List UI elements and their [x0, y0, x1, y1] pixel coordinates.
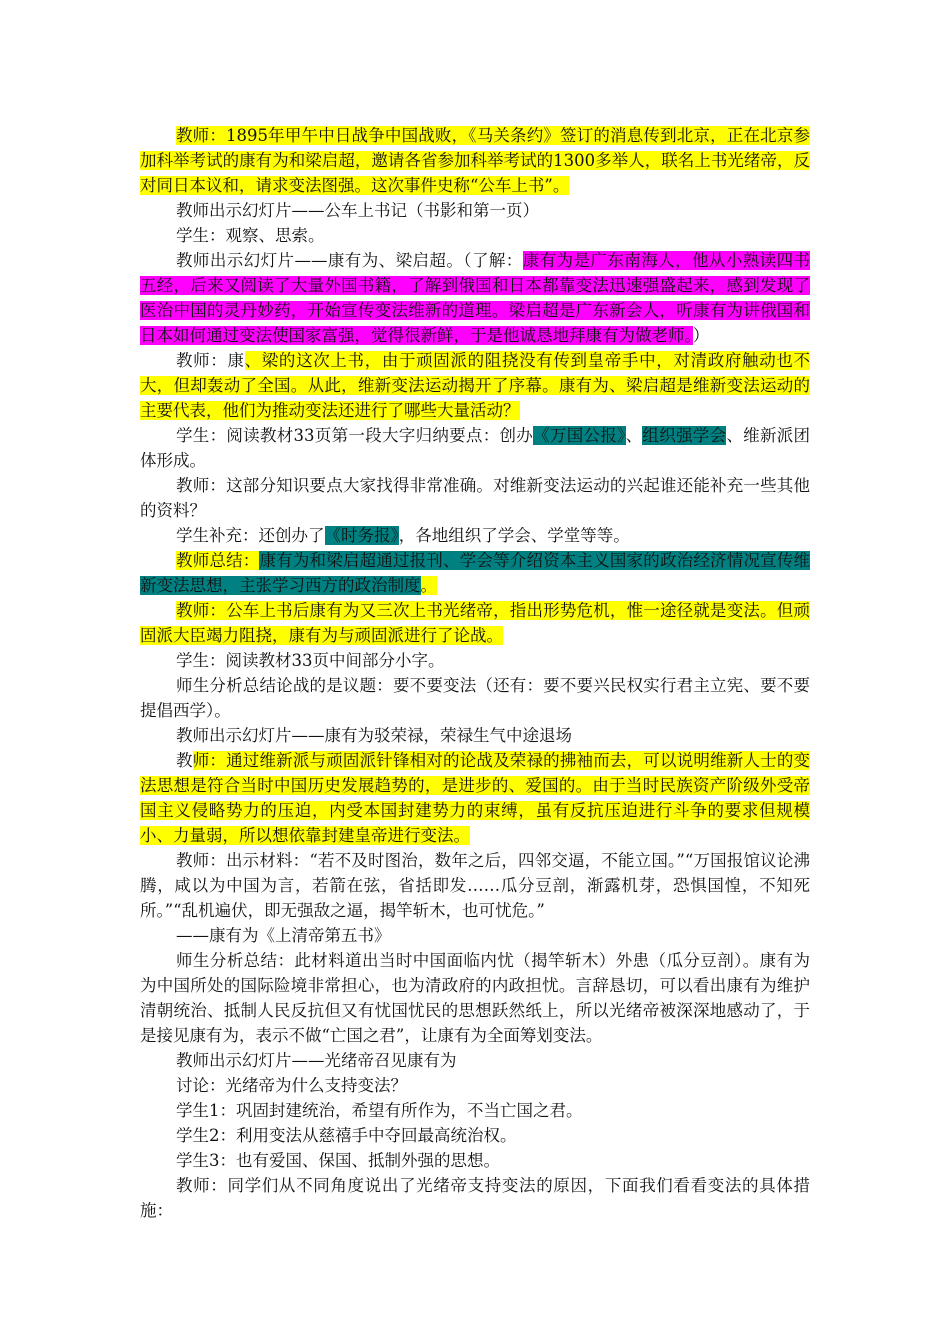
- paragraph: [140, 223, 810, 248]
- text-segment: ——康有为《上清帝第五书》: [176, 926, 391, 945]
- paragraph: [140, 198, 810, 223]
- paragraph: [140, 1048, 810, 1073]
- text-segment: 讨论：光绪帝为什么支持变法？: [176, 1076, 407, 1095]
- highlighted-text: 组织强学会: [642, 426, 727, 445]
- text-segment: 师生分析总结：此材料道出当时中国面临内忧（揭竿斩木）外患（瓜分豆剖）。康有为为中国所处的国际险境非常担心，也为清政府的内政担忧。言辞恳切，可以看出康有为维护清朝统治、抵制人民反抗但又有忧国忧民的思想跃然纸上，所以光绪帝被深深地感动了，于是接见康有为，表示不做“亡国之君”，让康有为全面筹划变法。: [140, 951, 810, 1045]
- paragraph: [140, 1098, 810, 1123]
- paragraph: [140, 473, 810, 523]
- paragraph: [140, 948, 810, 1048]
- highlighted-text: 《万国公报》: [533, 426, 626, 445]
- paragraph: [140, 598, 810, 648]
- text-segment: 学生：阅读教材33页第一段大字归纳要点：创办: [176, 426, 534, 445]
- text-segment: 、: [625, 426, 643, 445]
- highlighted-text: 《时务报》: [324, 526, 399, 545]
- text-segment: 教师：同学们从不同角度说出了光绪帝支持变法的原因，下面我们看看变法的具体措施：: [140, 1176, 810, 1220]
- text-segment: ）: [692, 326, 710, 345]
- paragraph: [140, 1073, 810, 1098]
- paragraph: [140, 723, 810, 748]
- text-segment: 学生3：也有爱国、保国、抵制外强的思想。: [176, 1151, 500, 1170]
- text-segment: 学生补充：还创办了: [176, 526, 325, 545]
- text-segment: 师生分析总结论战的是议题：要不要变法（还有：要不要兴民权实行君主立宪、要不要提倡西学）。: [140, 676, 810, 720]
- paragraph: [140, 1173, 810, 1223]
- text-segment: 教师出示幻灯片——康有为驳荣禄，荣禄生气中途退场: [176, 726, 572, 745]
- text-segment: 、维新派团体形成。: [140, 426, 811, 470]
- paragraph: [140, 1123, 810, 1148]
- paragraph: [140, 523, 810, 548]
- highlighted-text: 教师：公车上书后康有为又三次上书光绪帝，指出形势危机，惟一途径就是变法。但顽固派大臣竭力阻挠，康有为与顽固派进行了论战。: [140, 601, 810, 645]
- paragraph: [140, 648, 810, 673]
- highlighted-text: 师：通过维新派与顽固派针锋相对的论战及荣禄的拂袖而去，可以说明维新人士的变法思想是符合当时中国历史发展趋势的，是进步的、爱国的。由于当时民族资产阶级外受帝国主义侵略势力的压迫，内受本国封建势力的束缚，虽有反抗压迫进行斗争的要求但规模小、力量弱，所以想依靠封建皇帝进行变法。: [140, 751, 811, 845]
- highlighted-text: 教师：1895年甲午中日战争中国战败，《马关条约》签订的消息传到北京，正在北京参加科举考试的康有为和梁启超，邀请各省参加科举考试的1300多举人，联名上书光绪帝，反对同日本议和，请求变法图强。这次事件史称“公车上书”。: [140, 126, 810, 195]
- paragraph: [140, 1148, 810, 1173]
- text-segment: ，各地组织了学会、学堂等等。: [398, 526, 630, 545]
- text-segment: 教师：出示材料：“若不及时图治，数年之后，四邻交逼，不能立国。”“万国报馆议论沸腾，咸以为中国为言，若箭在弦，省括即发……瓜分豆剖，渐露机芽，恐惧国惶，不知死所。”“乱机遍伏，即无强敌之逼，揭竿斩木，也可忧危。”: [140, 851, 810, 920]
- paragraph: [140, 423, 810, 473]
- text-segment: 学生1：巩固封建统治，希望有所作为，不当亡国之君。: [176, 1101, 583, 1120]
- text-segment: 教师出示幻灯片——公车上书记（书影和第一页）: [176, 201, 539, 220]
- text-segment: 教师出示幻灯片——光绪帝召见康有为: [176, 1051, 457, 1070]
- text-segment: 学生：观察、思索。: [176, 226, 325, 245]
- paragraph: [140, 673, 810, 723]
- text-segment: 学生：阅读教材33页中间部分小字。: [176, 651, 445, 670]
- document-body: [140, 123, 810, 1223]
- highlighted-text: 康有为是广东南海人，他从小熟读四书五经，后来又阅读了大量外国书籍，了解到俄国和日本都靠变法迅速强盛起来，感到发现了医治中国的灵丹妙药，开始宣传变法维新的道理。梁启超是广东新会人，听康有为讲俄国和日本如何通过变法使国家富强，觉得很新鲜，于是他诚恳地拜康有为做老师。: [140, 251, 811, 345]
- highlighted-text: 。: [420, 576, 437, 595]
- paragraph: [140, 848, 810, 923]
- paragraph: [140, 248, 810, 348]
- text-segment: 学生2：利用变法从慈禧手中夺回最高统治权。: [176, 1126, 517, 1145]
- text-segment: 教: [176, 751, 193, 770]
- paragraph: [140, 348, 810, 423]
- text-segment: 教师出示幻灯片——康有为、梁启超。（了解：: [176, 251, 523, 270]
- paragraph: [140, 748, 810, 848]
- text-segment: 教师：康: [176, 351, 245, 370]
- text-segment: 教师：这部分知识要点大家找得非常准确。对维新变法运动的兴起谁还能补充一些其他的资料？: [140, 476, 810, 520]
- highlighted-text: 康有为和梁启超通过报刊、学会等介绍资本主义国家的政治经济情况宣传维新变法思想，主张学习西方的政治制度: [140, 551, 811, 595]
- paragraph: [140, 123, 810, 198]
- highlighted-text: 、梁的这次上书，由于顽固派的阻挠没有传到皇帝手中，对清政府触动也不大，但却轰动了全国。从此，维新变法运动揭开了序幕。康有为、梁启超是维新变法运动的主要代表，他们为推动变法还进行了哪些大量活动？: [140, 351, 811, 420]
- highlighted-text: 教师总结：: [176, 551, 260, 570]
- paragraph: [140, 923, 810, 948]
- paragraph: [140, 548, 810, 598]
